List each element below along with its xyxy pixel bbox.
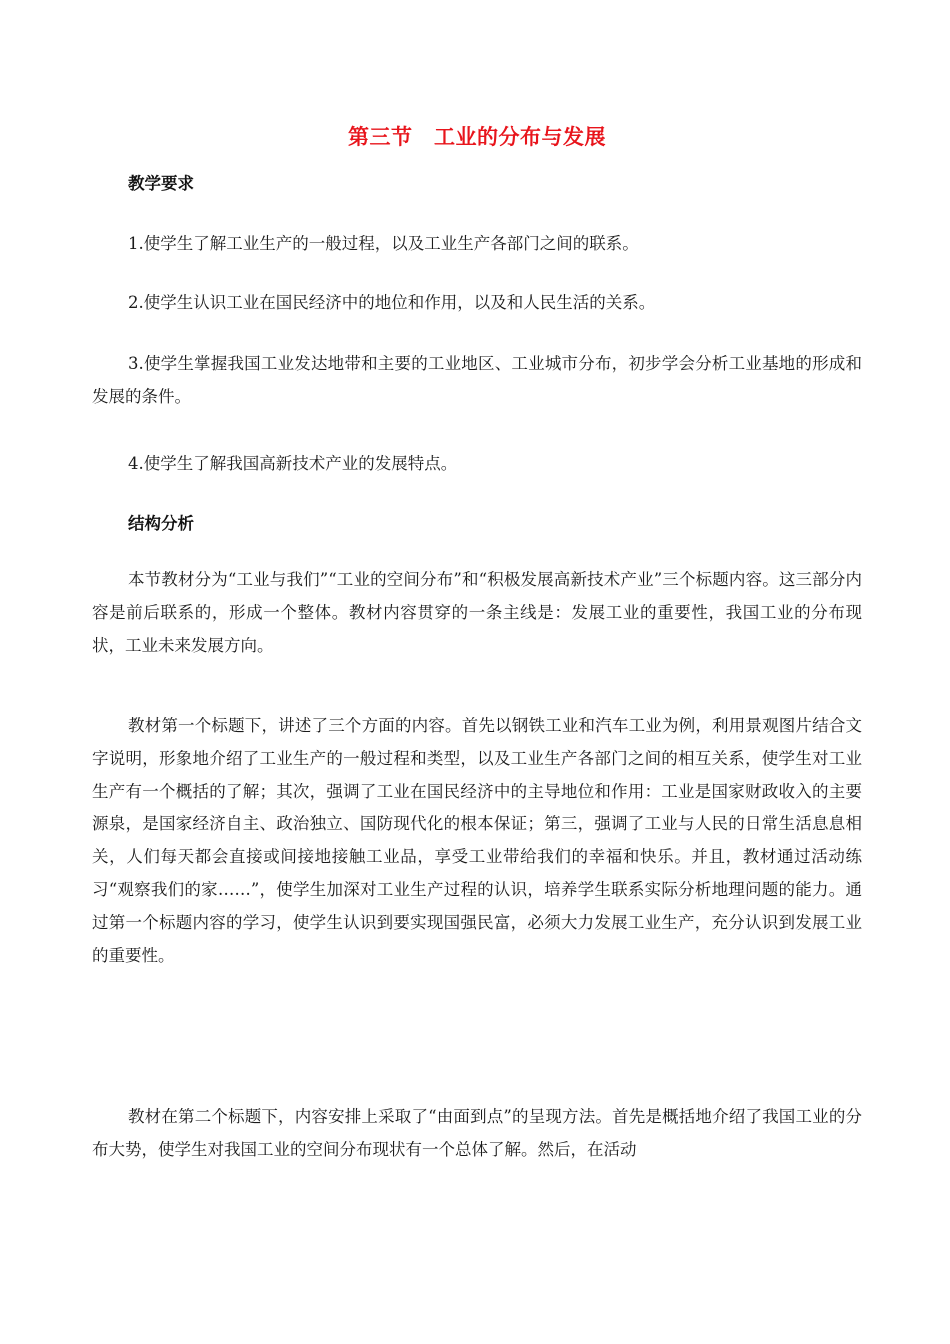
requirement-item-2: 2.使学生认识工业在国民经济中的地位和作用，以及和人民生活的关系。 [128, 293, 656, 312]
requirement-item-1: 1.使学生了解工业生产的一般过程，以及工业生产各部门之间的联系。 [128, 234, 639, 253]
page-title: 第三节 工业的分布与发展 [348, 124, 606, 149]
requirement-item-3: 3.使学生掌握我国工业发达地带和主要的工业地区、工业城市分布，初步学会分析工业基地的形成和发展的条件。 [92, 354, 862, 406]
section-heading-analysis: 结构分析 [128, 514, 194, 533]
analysis-paragraph-3: 教材在第二个标题下，内容安排上采取了“由面到点”的呈现方法。首先是概括地介绍了我国工业的分布大势，使学生对我国工业的空间分布现状有一个总体了解。然后，在活动 [92, 1107, 862, 1159]
analysis-paragraph-2: 教材第一个标题下，讲述了三个方面的内容。首先以钢铁工业和汽车工业为例，利用景观图片结合文字说明，形象地介绍了工业生产的一般过程和类型，以及工业生产各部门之间的相互关系，使学生对工业生产有一个概括的了解；其次，强调了工业在国民经济中的主导地位和作用：工业是国家财政收入的主要源泉，是国家经济自主、政治独立、国防现代化的根本保证；第三，强调了工业与人民的日常生活息息相关，人们每天都会直接或间接地接触工业品，享受工业带给我们的幸福和快乐。并且，教材通过活动练习“观察我们的家……”，使学生加深对工业生产过程的认识，培养学生联系实际分析地理问题的能力。通过第一个标题内容的学习，使学生认识到要实现国强民富，必须大力发展工业生产，充分认识到发展工业的重要性。 [92, 716, 862, 965]
requirement-item-4: 4.使学生了解我国高新技术产业的发展特点。 [128, 454, 458, 473]
analysis-paragraph-1: 本节教材分为“工业与我们”“工业的空间分布”和“积极发展高新技术产业”三个标题内容。这三部分内容是前后联系的，形成一个整体。教材内容贯穿的一条主线是：发展工业的重要性，我国工业的分布现状，工业未来发展方向。 [92, 570, 862, 655]
section-heading-requirements: 教学要求 [128, 174, 194, 193]
